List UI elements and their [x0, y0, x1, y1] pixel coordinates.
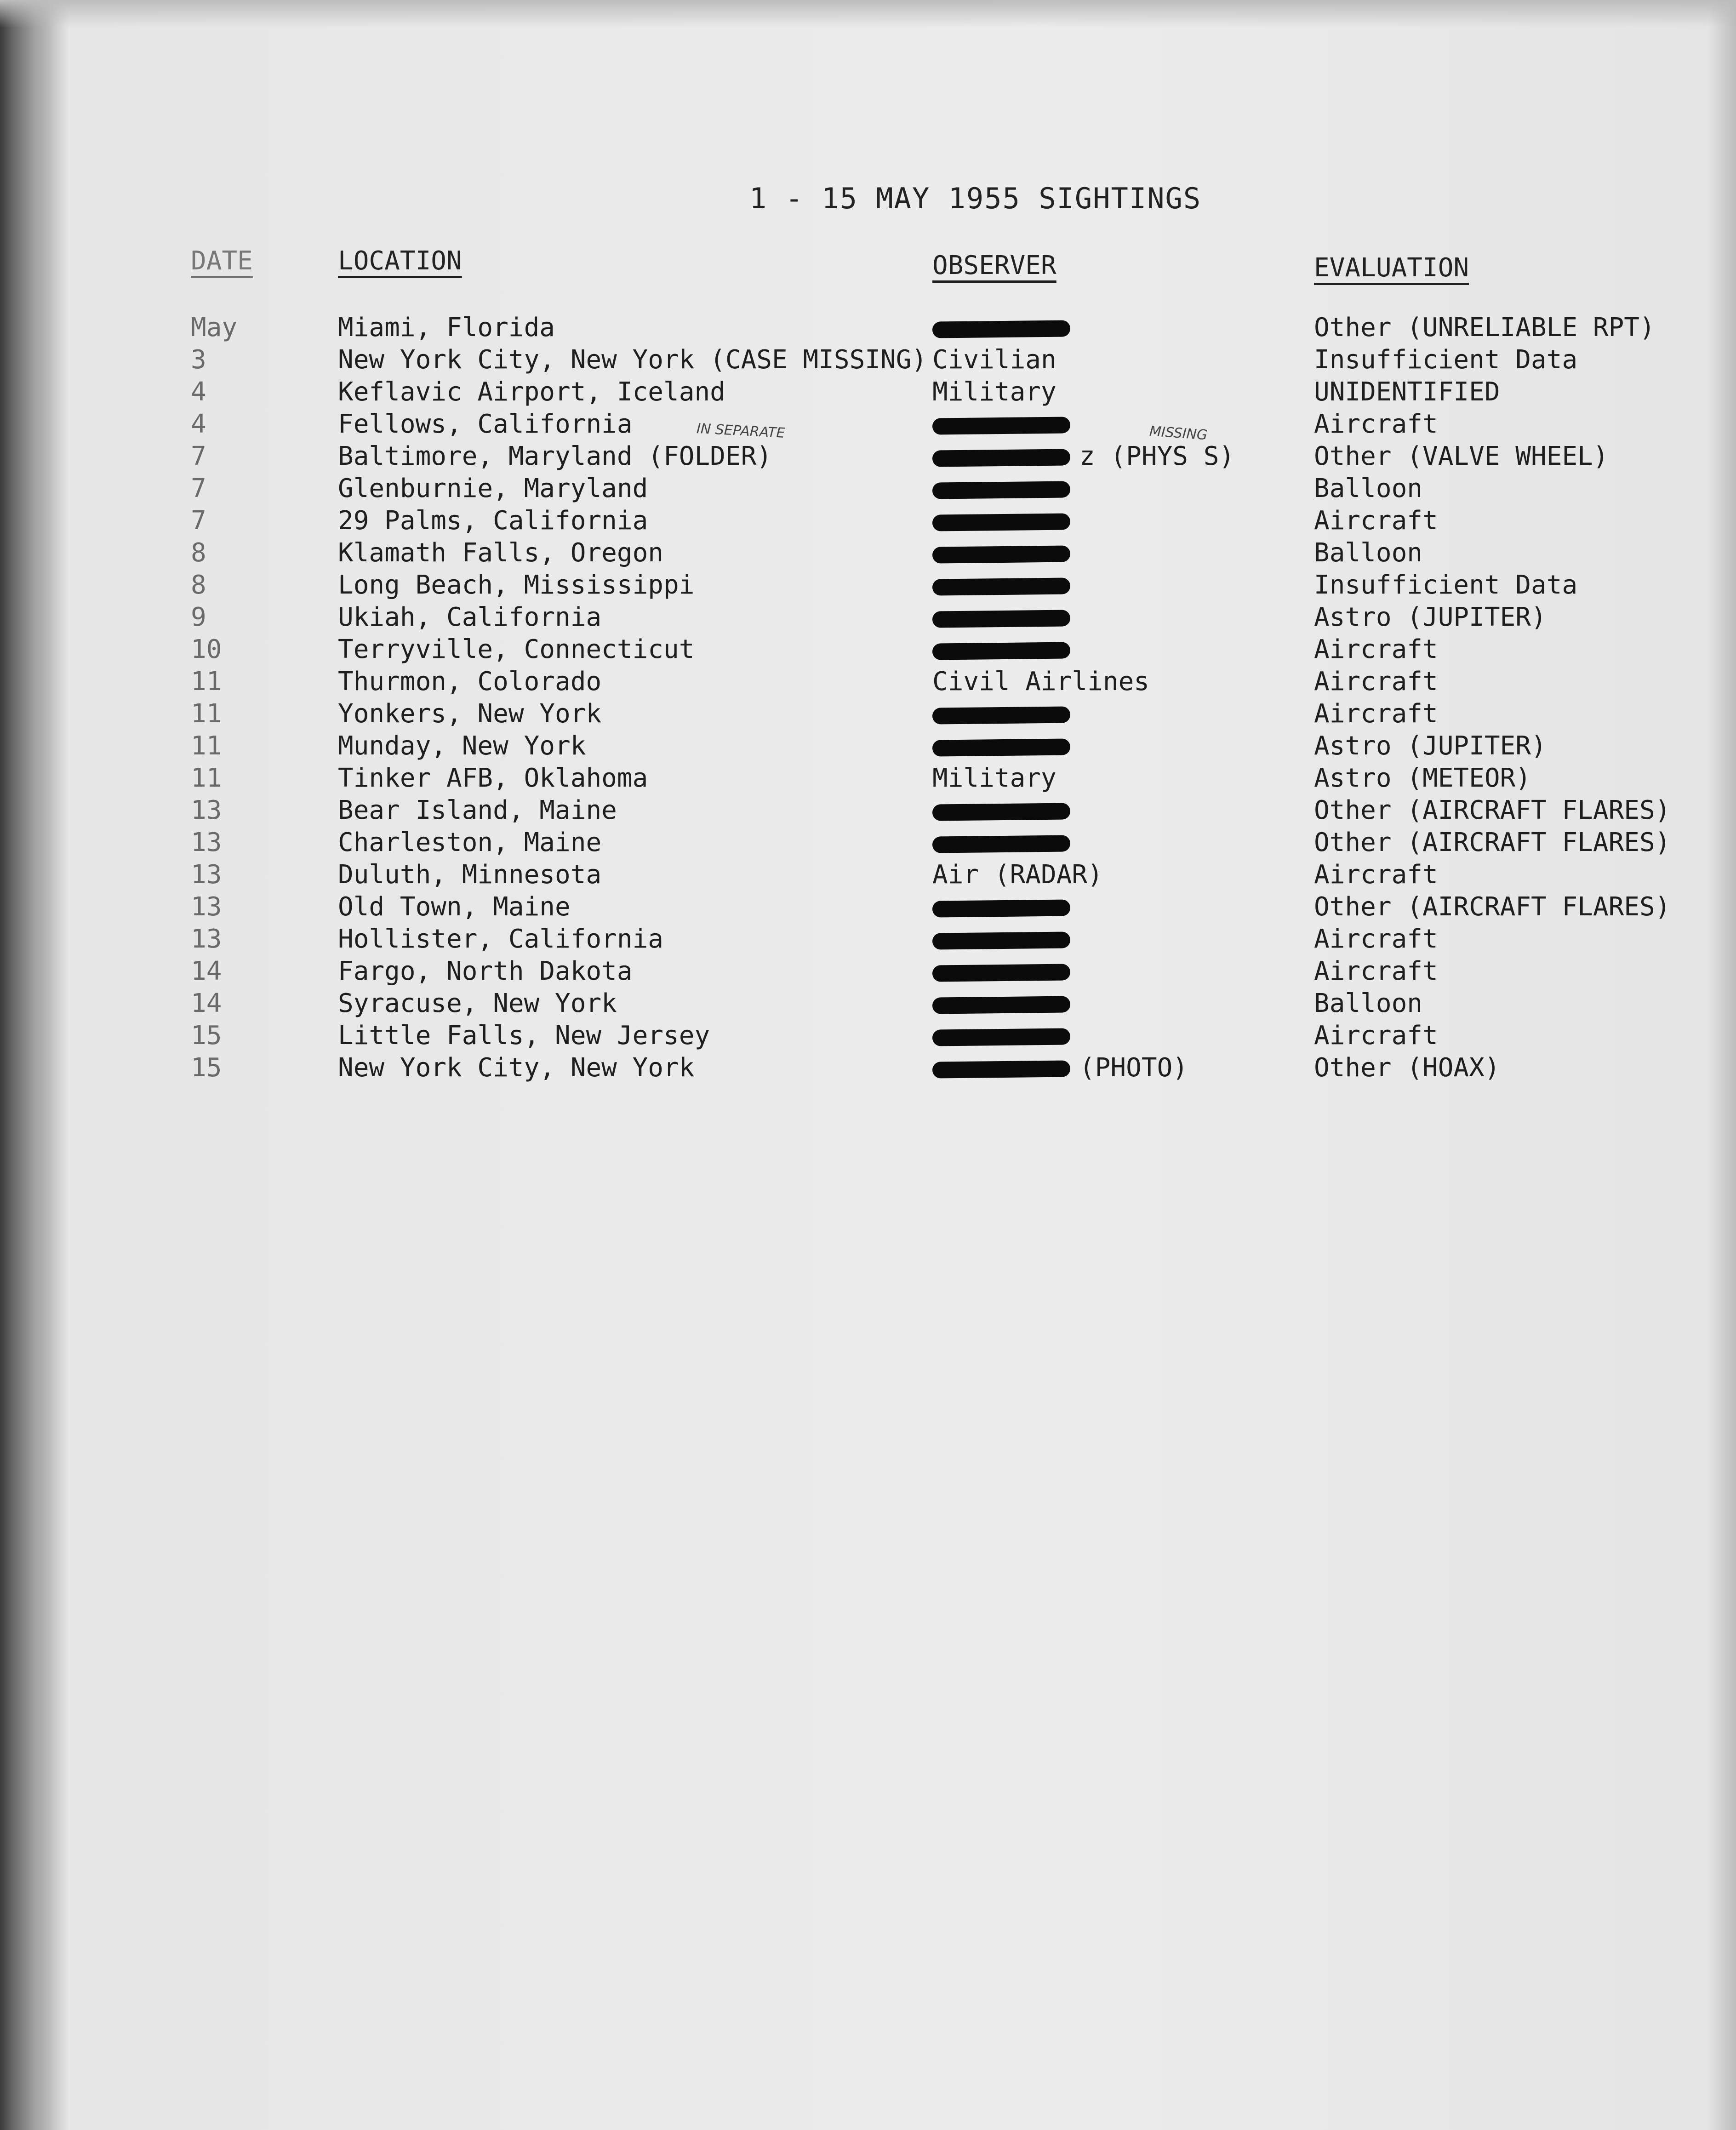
- row-evaluation: Aircraft: [1314, 956, 1438, 986]
- row-evaluation: Balloon: [1314, 538, 1423, 568]
- row-location: Miami, Florida: [338, 313, 555, 343]
- row-observer: [932, 634, 1070, 664]
- redaction-bar: [932, 1028, 1070, 1046]
- row-date: 14: [191, 988, 222, 1018]
- row-observer: [932, 763, 1056, 793]
- row-evaluation: Aircraft: [1314, 860, 1438, 890]
- table-row: [0, 570, 1736, 602]
- row-date: 4: [191, 409, 206, 439]
- row-observer-text: Air (RADAR): [932, 860, 1103, 890]
- row-observer: [932, 345, 1056, 375]
- row-date: 13: [191, 828, 222, 857]
- table-row: [0, 474, 1736, 506]
- row-evaluation: Aircraft: [1314, 1021, 1438, 1051]
- row-location: Fellows, California: [338, 409, 633, 439]
- redaction-bar: [932, 320, 1070, 338]
- table-row: [0, 828, 1736, 860]
- row-observer: [932, 1053, 1188, 1083]
- row-observer: [932, 795, 1070, 825]
- table-row: [0, 506, 1736, 538]
- row-observer: [932, 538, 1070, 568]
- row-observer: [932, 860, 1103, 890]
- row-observer-text: Military: [932, 763, 1056, 793]
- row-location: Ukiah, California: [338, 602, 602, 632]
- redaction-bar: [932, 610, 1070, 628]
- table-row: [0, 956, 1736, 988]
- row-date: 10: [191, 634, 222, 664]
- row-date: 14: [191, 956, 222, 986]
- row-location: Long Beach, Mississippi: [338, 570, 695, 600]
- row-location: Syracuse, New York: [338, 988, 617, 1018]
- row-location: Hollister, California: [338, 924, 664, 954]
- row-evaluation: Astro (JUPITER): [1314, 731, 1547, 761]
- row-evaluation: Aircraft: [1314, 409, 1438, 439]
- row-observer: [932, 1021, 1070, 1051]
- row-evaluation: Astro (METEOR): [1314, 763, 1531, 793]
- row-observer-text: (PHOTO): [1079, 1053, 1188, 1083]
- redaction-bar: [932, 1060, 1070, 1078]
- row-observer: [932, 924, 1070, 954]
- row-evaluation: Aircraft: [1314, 924, 1438, 954]
- row-location: New York City, New York: [338, 1053, 695, 1083]
- row-location: Thurmon, Colorado: [338, 667, 602, 697]
- row-evaluation: Astro (JUPITER): [1314, 602, 1547, 632]
- row-evaluation: Aircraft: [1314, 634, 1438, 664]
- row-evaluation: Balloon: [1314, 474, 1423, 503]
- redaction-bar: [932, 481, 1070, 499]
- row-location: Duluth, Minnesota: [338, 860, 602, 890]
- table-row: [0, 345, 1736, 377]
- row-evaluation: Aircraft: [1314, 667, 1438, 697]
- row-date: May: [191, 313, 238, 343]
- row-observer-text: Civil Airlines: [932, 667, 1150, 697]
- row-date: 7: [191, 441, 206, 471]
- handwritten-note-missing: MISSING: [1148, 423, 1208, 444]
- redaction-bar: [932, 513, 1070, 531]
- row-location: Yonkers, New York: [338, 699, 602, 729]
- row-location: Klamath Falls, Oregon: [338, 538, 664, 568]
- row-date: 13: [191, 860, 222, 890]
- header-location: LOCATION: [338, 246, 462, 276]
- row-observer: [932, 313, 1070, 343]
- row-observer: [932, 731, 1070, 761]
- redaction-bar: [932, 835, 1070, 853]
- row-date: 7: [191, 506, 206, 536]
- table-row: [0, 409, 1736, 441]
- row-location: Little Falls, New Jersey: [338, 1021, 710, 1051]
- row-observer: [932, 988, 1070, 1018]
- row-date: 11: [191, 667, 222, 697]
- page-title: 1 - 15 MAY 1955 SIGHTINGS: [749, 182, 1202, 215]
- redaction-bar: [932, 996, 1070, 1014]
- table-row: [0, 377, 1736, 409]
- row-location: Bear Island, Maine: [338, 795, 617, 825]
- table-row: [0, 892, 1736, 924]
- row-observer-text: Military: [932, 377, 1056, 407]
- header-evaluation: EVALUATION: [1314, 253, 1469, 283]
- redaction-bar: [932, 803, 1070, 821]
- row-date: 15: [191, 1021, 222, 1051]
- row-date: 9: [191, 602, 206, 632]
- table-row: [0, 1053, 1736, 1085]
- row-date: 15: [191, 1053, 222, 1083]
- row-date: 11: [191, 763, 222, 793]
- table-row: [0, 924, 1736, 956]
- row-date: 8: [191, 538, 206, 568]
- row-date: 7: [191, 474, 206, 503]
- redaction-bar: [932, 417, 1070, 434]
- redaction-bar: [932, 449, 1070, 467]
- row-location: Charleston, Maine: [338, 828, 602, 857]
- sightings-table: [0, 313, 1736, 1085]
- row-evaluation: Other (HOAX): [1314, 1053, 1500, 1083]
- row-evaluation: Insufficient Data: [1314, 345, 1578, 375]
- table-row: [0, 731, 1736, 763]
- table-row: [0, 988, 1736, 1021]
- row-evaluation: UNIDENTIFIED: [1314, 377, 1500, 407]
- row-date: 11: [191, 731, 222, 761]
- row-observer: [932, 892, 1070, 922]
- table-row: [0, 441, 1736, 474]
- redaction-bar: [932, 706, 1070, 724]
- row-evaluation: Other (AIRCRAFT FLARES): [1314, 828, 1671, 857]
- row-location: Fargo, North Dakota: [338, 956, 633, 986]
- header-observer: OBSERVER: [932, 251, 1056, 280]
- row-observer-text: Civilian: [932, 345, 1056, 375]
- row-evaluation: Other (VALVE WHEEL): [1314, 441, 1609, 471]
- redaction-bar: [932, 899, 1070, 917]
- row-evaluation: Aircraft: [1314, 699, 1438, 729]
- redaction-bar: [932, 545, 1070, 563]
- table-row: [0, 667, 1736, 699]
- row-location: New York City, New York (CASE MISSING): [338, 345, 927, 375]
- handwritten-note-separate: IN SEPARATE: [696, 420, 786, 442]
- row-observer: [932, 474, 1070, 503]
- row-evaluation: Other (AIRCRAFT FLARES): [1314, 795, 1671, 825]
- redaction-bar: [932, 964, 1070, 982]
- row-observer-text: z (PHYS S): [1079, 441, 1235, 471]
- row-evaluation: Other (UNRELIABLE RPT): [1314, 313, 1655, 343]
- row-observer: [932, 699, 1070, 729]
- row-date: 4: [191, 377, 206, 407]
- row-observer: [932, 828, 1070, 857]
- table-row: [0, 1021, 1736, 1053]
- row-evaluation: Other (AIRCRAFT FLARES): [1314, 892, 1671, 922]
- table-row: [0, 602, 1736, 634]
- row-observer: [932, 956, 1070, 986]
- redaction-bar: [932, 931, 1070, 949]
- table-row: [0, 538, 1736, 570]
- row-location: Glenburnie, Maryland: [338, 474, 648, 503]
- table-row: [0, 313, 1736, 345]
- row-location: Tinker AFB, Oklahoma: [338, 763, 648, 793]
- row-date: 13: [191, 892, 222, 922]
- table-row: [0, 634, 1736, 667]
- row-location: Old Town, Maine: [338, 892, 571, 922]
- table-row: [0, 860, 1736, 892]
- table-row: [0, 763, 1736, 795]
- row-observer: [932, 377, 1056, 407]
- row-observer: [932, 602, 1070, 632]
- row-location: Terryville, Connecticut: [338, 634, 695, 664]
- row-evaluation: Balloon: [1314, 988, 1423, 1018]
- row-observer: [932, 409, 1070, 439]
- header-date: DATE: [191, 246, 253, 276]
- row-date: 13: [191, 795, 222, 825]
- redaction-bar: [932, 738, 1070, 756]
- row-observer: [932, 506, 1070, 536]
- row-evaluation: Aircraft: [1314, 506, 1438, 536]
- row-date: 11: [191, 699, 222, 729]
- redaction-bar: [932, 642, 1070, 660]
- row-observer: [932, 570, 1070, 600]
- row-observer: [932, 667, 1149, 697]
- row-observer: [932, 441, 1234, 471]
- row-location: Munday, New York: [338, 731, 586, 761]
- row-evaluation: Insufficient Data: [1314, 570, 1578, 600]
- row-location: Baltimore, Maryland (FOLDER): [338, 441, 772, 471]
- table-row: [0, 795, 1736, 828]
- row-date: 3: [191, 345, 206, 375]
- row-date: 8: [191, 570, 206, 600]
- row-location: 29 Palms, California: [338, 506, 648, 536]
- row-date: 13: [191, 924, 222, 954]
- page-top-edge: [0, 0, 1736, 28]
- redaction-bar: [932, 577, 1070, 595]
- row-location: Keflavic Airport, Iceland: [338, 377, 725, 407]
- table-row: [0, 699, 1736, 731]
